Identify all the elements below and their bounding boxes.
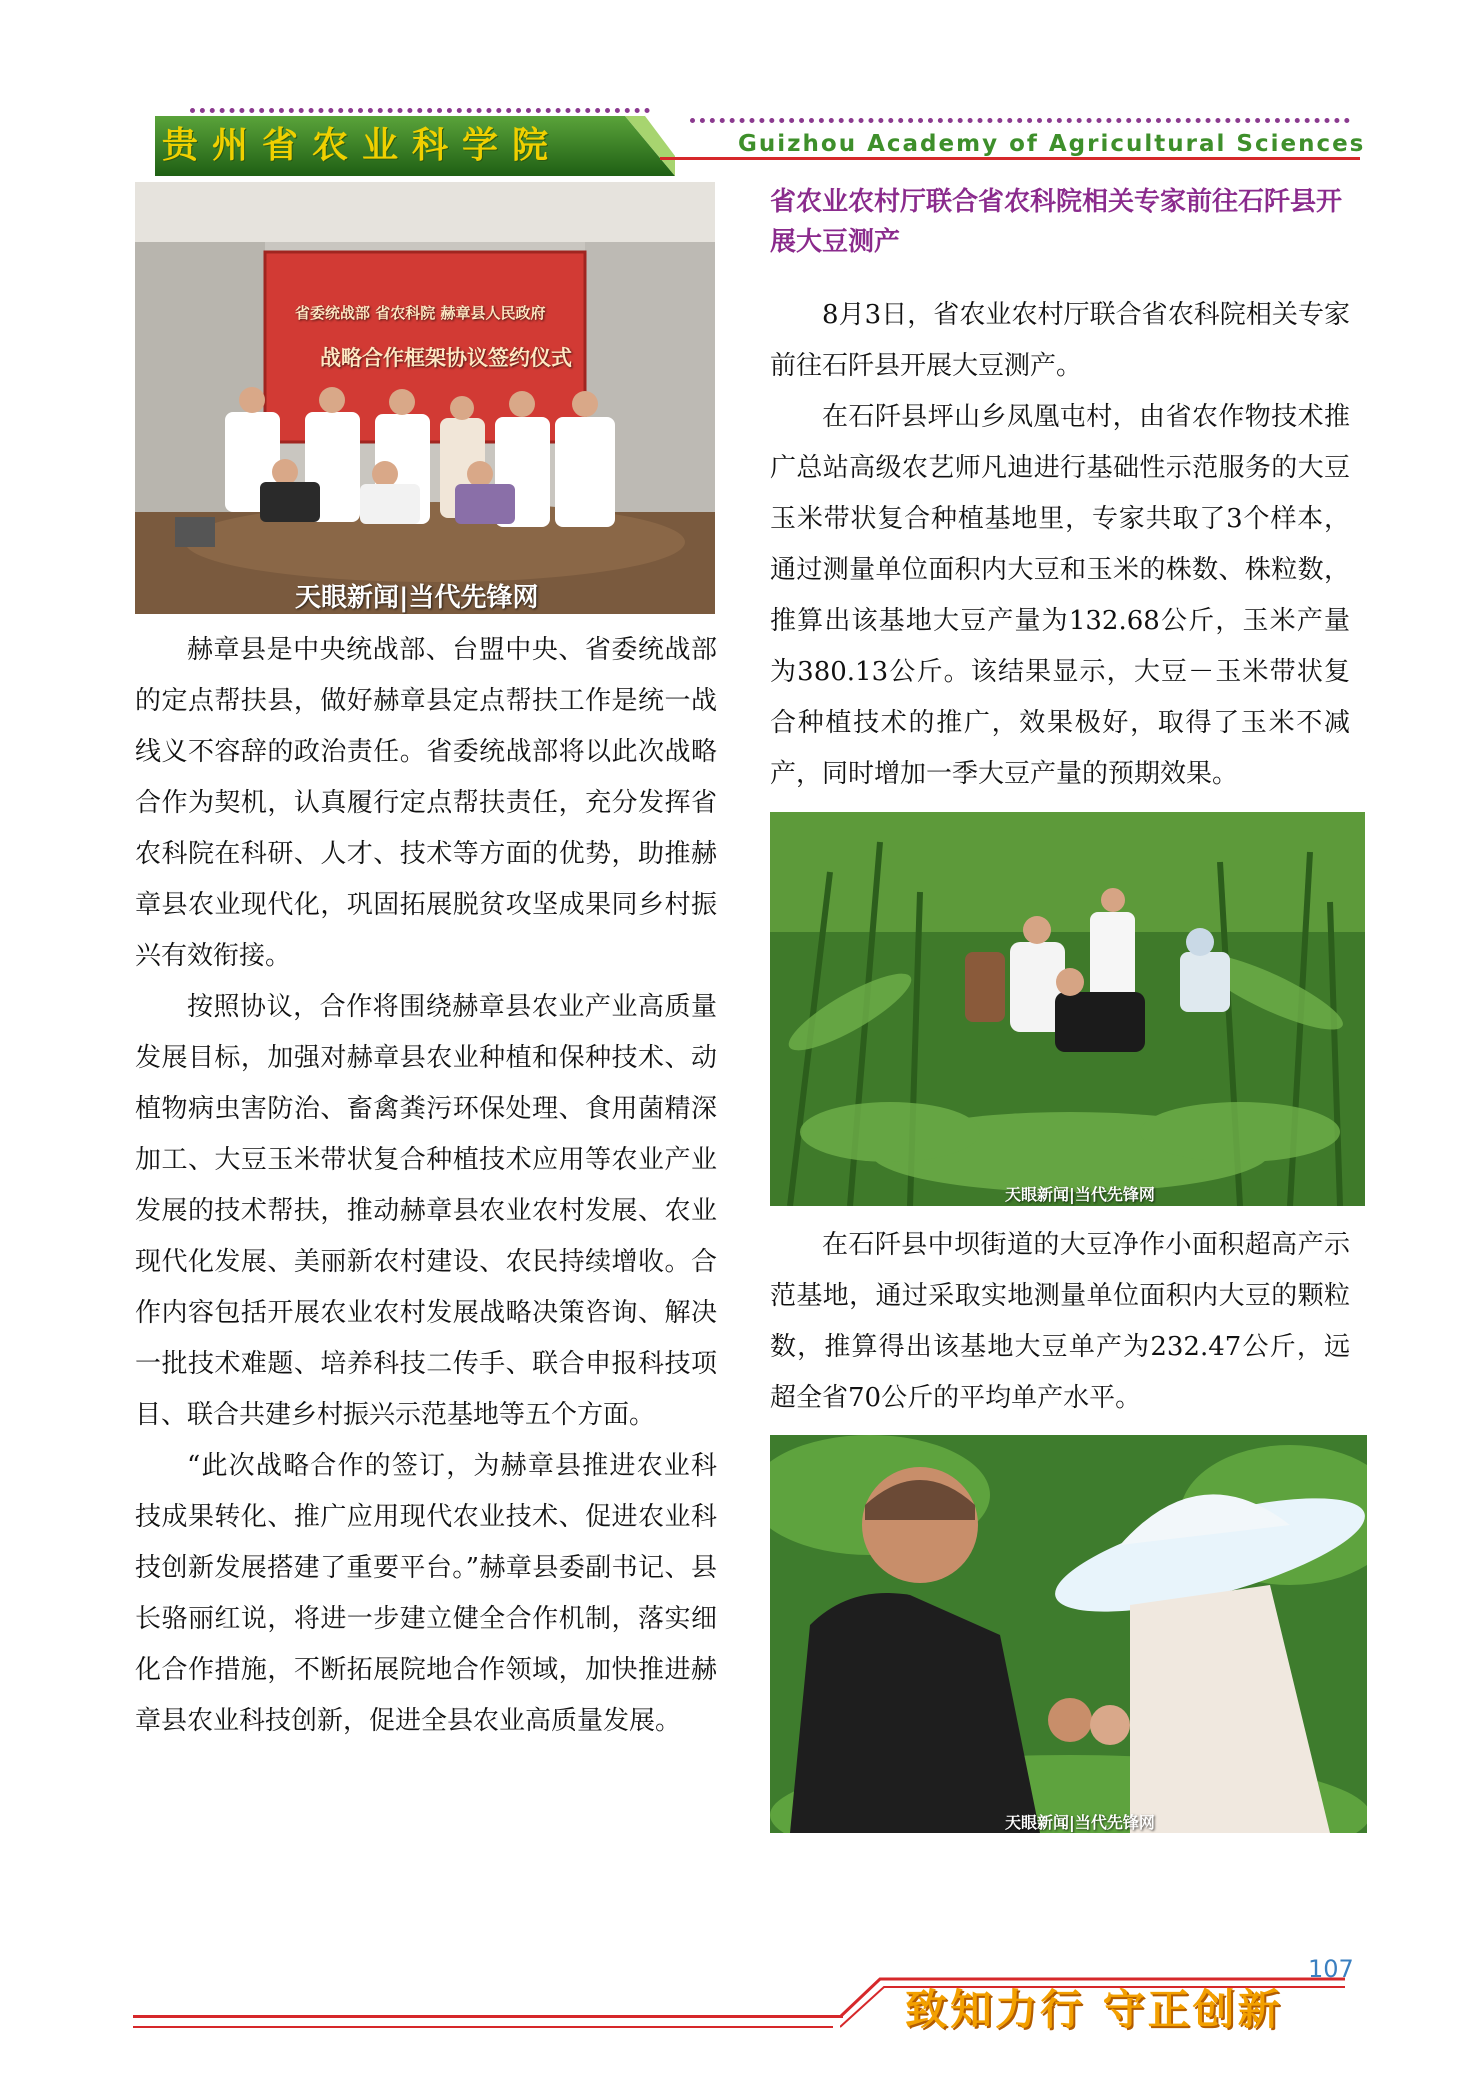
left-paragraph-1: 赫章县是中央统战部、台盟中央、省委统战部的定点帮扶县，做好赫章县定点帮扶工作是统一战线义不容辞的政治责任。省委统战部将以此次战略合作为契机，认真履行定点帮扶责任，充分发挥省农科院在科研、人才、技术等方面的优势，助推赫章县农业现代化，巩固拓展脱贫攻坚成果同乡村振兴有效衔接。 <box>135 635 717 971</box>
right-column-body-top <box>770 290 1350 800</box>
header-title-english: Guizhou Academy of Agricultural Sciences <box>738 131 1366 157</box>
header-red-rule <box>660 157 1360 160</box>
signing-ceremony-photo <box>135 182 715 614</box>
article-title: 省农业农村厅联合省农科院相关专家前往石阡县开展大豆测产 <box>770 187 1343 257</box>
left-paragraph-3: “此次战略合作的签订，为赫章县推进农业科技成果转化、推广应用现代农业技术、促进农业科技创新发展搭建了重要平台。”赫章县委副书记、县长骆丽红说，将进一步建立健全合作机制，落实细化合作措施，不断拓展院地合作领域，加快推进赫章县农业科技创新，促进全县农业高质量发展。 <box>135 1451 717 1736</box>
photo1-banner-line1: 省委统战部 省农科院 赫章县人民政府 <box>295 304 546 322</box>
footer-motto: 致知力行 守正创新 <box>905 1985 1283 2034</box>
left-paragraph-2: 按照协议，合作将围绕赫章县农业产业高质量发展目标，加强对赫章县农业种植和保种技术、动植物病虫害防治、畜禽粪污环保处理、食用菌精深加工、大豆玉米带状复合种植技术应用等农业产业发展的技术帮扶，推动赫章县农业农村发展、农业现代化发展、美丽新农村建设、农民持续增收。合作内容包括开展农业农村发展战略决策咨询、解决一批技术难题、培养科技二传手、联合申报科技项目、联合共建乡村振兴示范基地等五个方面。 <box>135 992 717 1430</box>
footer-red-rule-thin <box>133 2026 833 2028</box>
footer-red-rule <box>133 2015 843 2018</box>
photo2-watermark: 天眼新闻|当代先锋网 <box>1005 1185 1155 1204</box>
photo3-watermark: 天眼新闻|当代先锋网 <box>1005 1813 1155 1832</box>
left-column-body <box>135 625 717 1747</box>
header-dotted-rule-right <box>690 118 1350 123</box>
right-paragraph-2: 在石阡县坪山乡凤凰屯村，由省农作物技术推广总站高级农艺师凡迪进行基础性示范服务的大豆玉米带状复合种植基地里，专家共取了3个样本，通过测量单位面积内大豆和玉米的株数、株粒数，推算出该基地大豆产量为132.68公斤，玉米产量为380.13公斤。该结果显示，大豆－玉米带状复合种植技术的推广，效果极好，取得了玉米不减产，同时增加一季大豆产量的预期效果。 <box>770 402 1350 789</box>
header-dotted-rule <box>190 108 650 113</box>
photo1-banner-line2: 战略合作框架协议签约仪式 <box>320 345 572 370</box>
right-paragraph-1: 8月3日，省农业农村厅联合省农科院相关专家前往石阡县开展大豆测产。 <box>770 300 1350 381</box>
right-column-body-middle <box>770 1220 1350 1424</box>
cornfield-survey-photo <box>770 812 1365 1206</box>
soybean-inspection-photo <box>770 1435 1367 1833</box>
photo1-watermark: 天眼新闻|当代先锋网 <box>295 583 539 613</box>
page-number: 107 <box>1308 1955 1354 1983</box>
right-paragraph-3: 在石阡县中坝街道的大豆净作小面积超高产示范基地，通过采取实地测量单位面积内大豆的颗粒数，推算得出该基地大豆单产为232.47公斤，远超全省70公斤的平均单产水平。 <box>770 1230 1350 1413</box>
header-title-chinese: 贵州省农业科学院 <box>162 125 563 166</box>
